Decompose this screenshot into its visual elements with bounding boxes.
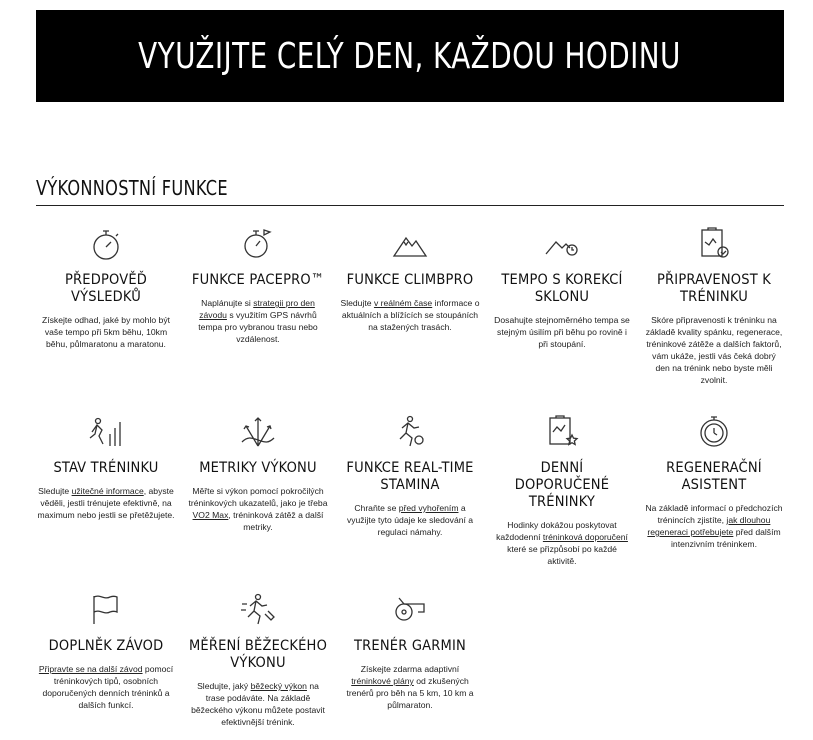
feature-title: METRIKY VÝKONU — [199, 460, 317, 476]
feature-training-status — [36, 412, 176, 521]
feature-race-predictor — [36, 224, 176, 350]
feature-description: Chraňte se před vyhořením a využijte tyto údaje ke sledování a regulaci námahy. — [346, 503, 474, 537]
feature-title: STAV TRÉNINKU — [53, 460, 159, 476]
feature-description: Získejte zdarma adaptivní tréninkové plány od zkušených trenérů pro běh na 5 km, 10 km a půlmaraton. — [346, 664, 474, 710]
running-power-link[interactable]: běžecký výkon — [250, 681, 307, 691]
feature-realtime-stamina — [340, 412, 480, 538]
feature-title: TEMPO S KOREKCÍ SKLONU — [501, 272, 623, 305]
whistle-icon — [390, 590, 430, 630]
feature-description: Sledujte v reálném čase informace o aktuálních a blížících se stoupáních na stažených trasách. — [340, 298, 480, 332]
feature-description: Sledujte, jaký běžecký výkon na trase podáváte. Na základě běžeckého výkonu můžete postavit efektivnější trénink. — [191, 681, 325, 727]
feature-description: Dosahujte stejnoměrného tempa se stejným úsilím při běhu po rovině i při stoupání. — [494, 315, 630, 349]
feature-title: PŘEDPOVĚĎ VÝSLEDKŮ — [64, 272, 148, 305]
runner-measure-icon — [238, 590, 278, 630]
feature-title: FUNKCE CLIMBPRO — [346, 272, 474, 288]
feature-description: Na základě informací o předchozích trénincích zjistíte, jak dlouhou regeneraci potřebujete před dalším intenzivním tréninkem. — [645, 503, 783, 549]
clipboard-star-icon — [542, 412, 582, 452]
section-title: VÝKONNOSTNÍ FUNKCE — [36, 176, 228, 200]
feature-title: TRENÉR GARMIN — [353, 638, 467, 654]
hero-banner — [36, 10, 784, 102]
feature-description: Naplánujte si strategii pro den závodu s využitím GPS návrhů tempa pro vybranou trasu nebo vzdálenost. — [198, 298, 318, 344]
feature-title: MĚŘENÍ BĚŽECKÉHO VÝKONU — [188, 638, 328, 671]
stopwatch-flag-icon — [238, 224, 278, 264]
feature-description: Získejte odhad, jaké by mohlo být vaše tempo při 5km běhu, 10km běhu, půlmaratonu a maratonu. — [41, 315, 171, 349]
feature-description: Připravte se na další závod pomocí tréninkových tipů, osobních doporučených denních tréninků a dalších funkcí. — [38, 664, 174, 710]
burnout-link[interactable]: před vyhořením — [398, 503, 459, 513]
feature-daily-suggested-workouts — [492, 412, 632, 567]
slope-clock-icon — [542, 224, 582, 264]
feature-running-power — [188, 590, 328, 728]
feature-description: Skóre připravenosti k tréninku na základě kvality spánku, regenerace, tréninkové zátěže a dalších faktorů, vám ukáže, jestli vás čeká dobrý den na trénink nebo byste měli zvolnit. — [645, 315, 783, 385]
race-flag-icon — [86, 590, 126, 630]
feature-grade-adjusted-pace — [492, 224, 632, 350]
vo2max-link[interactable]: VO2 Max — [192, 510, 229, 520]
next-race-link[interactable]: Připravte se na další závod — [38, 664, 143, 674]
feature-title: PŘIPRAVENOST K TRÉNINKU — [656, 272, 772, 305]
feature-description: Sledujte užitečné informace, abyste věděli, jestli trénujete efektivně, na maximum nebo jestli se přetěžujete. — [37, 486, 175, 520]
recommendations-link[interactable]: tréninková doporučení — [542, 532, 628, 542]
feature-title: FUNKCE REAL-TIME STAMINA — [346, 460, 474, 493]
useful-info-link[interactable]: užitečné informace — [71, 486, 144, 496]
mountain-icon — [390, 224, 430, 264]
stopwatch-icon — [86, 224, 126, 264]
section-divider — [36, 205, 784, 206]
feature-description: Hodinky dokážou poskytovat každodenní tréninková doporučení které se přizpůsobí po každé aktivitě. — [496, 520, 628, 566]
feature-pacepro — [188, 224, 328, 345]
hero-title: VYUŽIJTE CELÝ DEN, KAŽDOU HODINU — [138, 35, 682, 77]
feature-recovery-advisor — [644, 412, 784, 550]
recovery-timer-icon — [694, 412, 734, 452]
realtime-link[interactable]: v reálném čase — [373, 298, 433, 308]
feature-title: FUNKCE PACEPRO™ — [191, 272, 325, 288]
feature-description: Měřte si výkon pomocí pokročilých tréninkových ukazatelů, jako je třeba VO2 Max, tréninková zátěž a další metriky. — [188, 486, 328, 532]
feature-title: DENNÍ DOPORUČENÉ TRÉNINKY — [514, 460, 610, 510]
runner-stamina-icon — [390, 412, 430, 452]
feature-garmin-coach — [340, 590, 480, 711]
feature-title: REGENERAČNÍ ASISTENT — [666, 460, 762, 493]
training-plans-link[interactable]: tréninkové plány — [351, 676, 414, 686]
feature-title: DOPLNĚK ZÁVOD — [48, 638, 164, 654]
feature-training-readiness — [644, 224, 784, 386]
feature-race-widget — [36, 590, 176, 711]
strategy-link[interactable]: strategii pro den závodu — [199, 298, 315, 320]
runner-bars-icon — [86, 412, 126, 452]
feature-climbpro — [340, 224, 480, 333]
feature-performance-metrics — [188, 412, 328, 533]
clipboard-check-icon — [694, 224, 734, 264]
metrics-arrows-icon — [238, 412, 278, 452]
recovery-link[interactable]: jak dlouhou regeneraci potřebujete — [647, 515, 771, 537]
